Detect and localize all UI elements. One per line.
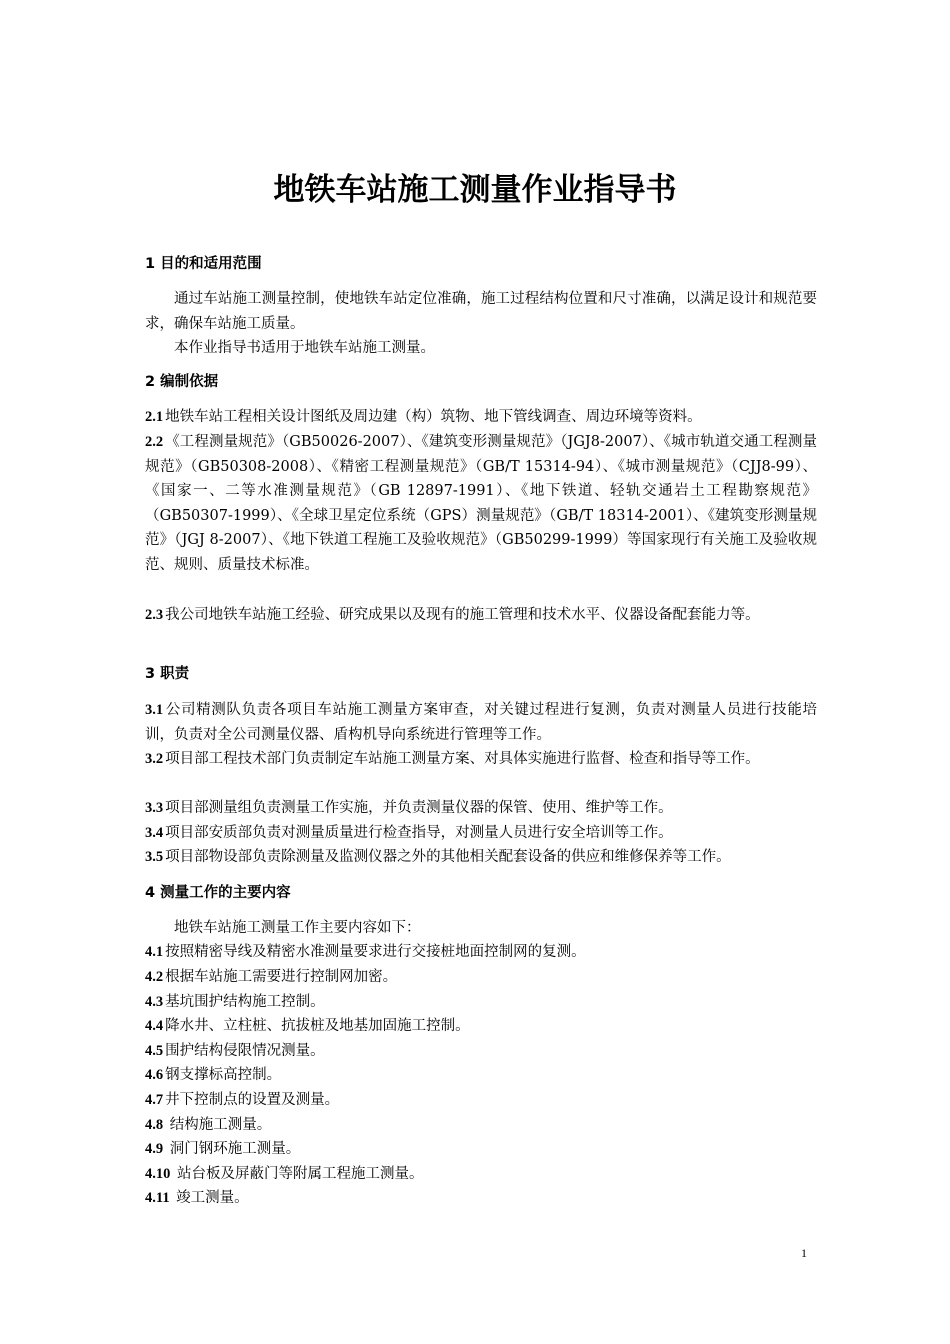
clause-text: 围护结构侵限情况测量。 (165, 1043, 325, 1059)
clause-3-3 (145, 796, 817, 821)
clause-text: 《工程测量规范》（GB50026-2007）、《建筑变形测量规范》（JGJ8-2007）、《城市轨道交通工程测量规范》（GB50308-2008）、《精密工程测量规范》（GB/T 15314-94）、《城市测量规范》（CJJ8-99）、《国家一、二等水准测量规范》（GB 12897-1991）、《地下铁道、轻轨交通岩土工程勘察规范》（GB50307-1999）、《全球卫星定位系统（GPS）测量规范》（GB/T 18314-2001）、《建筑变形测量规范》（JGJ 8-2007）、《地下铁道工程施工及验收规范》（GB50299-1999）等国家现行有关施工及验收规范、规则、质量技术标准。 (145, 434, 817, 573)
section-1-paragraph-1: 通过车站施工测量控制，使地铁车站定位准确，施工过程结构位置和尺寸准确，以满足设计和规范要求，确保车站施工质量。 (145, 291, 817, 332)
clause-number: 3.5 (145, 849, 164, 865)
clause-text: 项目部物设部负责除测量及监测仪器之外的其他相关配套设备的供应和维修保养等工作。 (165, 849, 731, 865)
clause-text: 项目部安质部负责对测量质量进行检查指导，对测量人员进行安全培训等工作。 (165, 825, 673, 841)
section-3-heading: 3 职责 (145, 666, 190, 682)
clause-4-7 (145, 1088, 817, 1113)
clause-3-5 (145, 845, 825, 870)
clause-number: 2.3 (145, 607, 164, 623)
clause-4-9 (145, 1137, 817, 1162)
clause-number: 2.1 (145, 409, 164, 425)
clause-text: 地铁车站工程相关设计图纸及周边建（构）筑物、地下管线调查、周边环境等资料。 (165, 409, 702, 425)
clause-4-1 (145, 940, 817, 965)
clause-number: 3.2 (145, 751, 164, 767)
clause-text: 公司精测队负责各项目车站施工测量方案审查，对关键过程进行复测，负责对测量人员进行技能培训，负责对全公司测量仪器、盾构机导向系统进行管理等工作。 (145, 702, 817, 743)
clause-3-2 (145, 747, 817, 772)
clause-number: 4.7 (145, 1092, 164, 1108)
clause-number: 3.1 (145, 702, 164, 718)
clause-4-11 (145, 1186, 817, 1211)
clause-text: 根据车站施工需要进行控制网加密。 (165, 969, 398, 985)
clause-number: 4.9 (145, 1141, 164, 1157)
clause-number: 4.6 (145, 1067, 164, 1083)
clause-number: 4.4 (145, 1018, 164, 1034)
clause-text: 结构施工测量。 (165, 1117, 272, 1133)
clause-4-8 (145, 1113, 817, 1138)
clause-3-1 (145, 698, 817, 747)
clause-number: 4.10 (145, 1166, 171, 1182)
clause-number: 4.1 (145, 944, 164, 960)
section-1-paragraph-2: 本作业指导书适用于地铁车站施工测量。 (174, 340, 435, 356)
section-2-heading: 2 编制依据 (145, 374, 219, 390)
clause-4-2 (145, 965, 817, 990)
document-title: 地铁车站施工测量作业指导书 (273, 172, 677, 208)
clause-text: 井下控制点的设置及测量。 (165, 1092, 340, 1108)
clause-text: 项目部测量组负责测量工作实施，并负责测量仪器的保管、使用、维护等工作。 (165, 800, 673, 816)
clause-number: 4.11 (145, 1190, 170, 1206)
clause-text: 竣工测量。 (171, 1190, 249, 1206)
clause-4-4 (145, 1014, 817, 1039)
clause-4-6 (145, 1063, 817, 1088)
clause-2-3 (145, 603, 817, 628)
clause-text: 基坑围护结构施工控制。 (165, 994, 325, 1010)
section-4-intro: 地铁车站施工测量工作主要内容如下： (174, 920, 421, 936)
clause-number: 4.3 (145, 994, 164, 1010)
clause-text: 钢支撑标高控制。 (165, 1067, 282, 1083)
clause-text: 降水井、立柱桩、抗拔桩及地基加固施工控制。 (165, 1018, 470, 1034)
clause-2-2 (145, 430, 817, 577)
clause-text: 项目部工程技术部门负责制定车站施工测量方案、对具体实施进行监督、检查和指导等工作。 (165, 751, 760, 767)
clause-4-5 (145, 1039, 817, 1064)
clause-number: 3.4 (145, 825, 164, 841)
page-number: 1 (801, 1246, 807, 1260)
clause-number: 4.8 (145, 1117, 164, 1133)
clause-number: 4.5 (145, 1043, 164, 1059)
clause-3-4 (145, 821, 817, 846)
clause-text: 站台板及屏蔽门等附属工程施工测量。 (172, 1166, 424, 1182)
clause-text: 我公司地铁车站施工经验、研究成果以及现有的施工管理和技术水平、仪器设备配套能力等。 (165, 607, 760, 623)
section-4-heading: 4 测量工作的主要内容 (145, 885, 291, 901)
clause-text: 洞门钢环施工测量。 (165, 1141, 301, 1157)
clause-text: 按照精密导线及精密水准测量要求进行交接桩地面控制网的复测。 (165, 944, 586, 960)
section-1-heading: 1 目的和适用范围 (145, 256, 262, 272)
clause-4-3 (145, 990, 817, 1015)
clause-number: 3.3 (145, 800, 164, 816)
clause-number: 2.2 (145, 434, 164, 450)
clause-number: 4.2 (145, 969, 164, 985)
clause-2-1 (145, 405, 817, 430)
clause-4-10 (145, 1162, 817, 1187)
